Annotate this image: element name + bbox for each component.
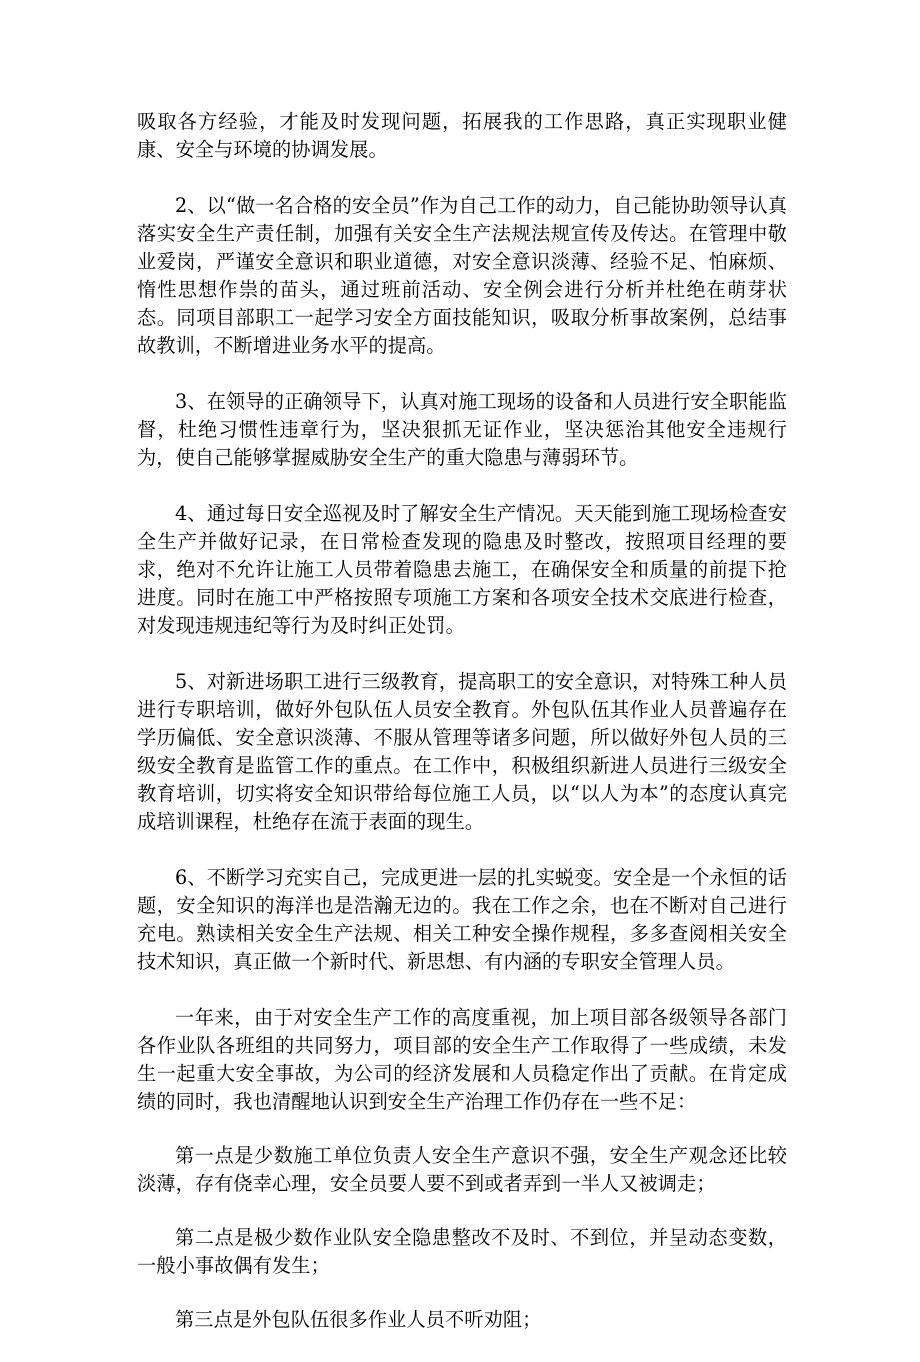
- paragraph-item-3: 3、在领导的正确领导下，认真对施工现场的设备和人员进行安全职能监督，杜绝习惯性违章行为，坚决狠抓无证作业，坚决惩治其他安全违规行为，使自己能够掌握威胁安全生产的重大隐患与薄弱环节。: [137, 390, 787, 469]
- paragraph-shortcoming-3: 第三点是外包队伍很多作业人员不听劝阻；: [175, 1308, 542, 1331]
- paragraph-shortcoming-1: 第一点是少数施工单位负责人安全生产意识不强，安全生产观念还比较淡薄，存有侥幸心理，安全员要人要不到或者弄到一半人又被调走；: [137, 1144, 787, 1195]
- paragraph-continuation: 吸取各方经验，才能及时发现问题，拓展我的工作思路，真正实现职业健康、安全与环境的协调发展。: [137, 110, 787, 161]
- paragraph-item-5: 5、对新进场职工进行三级教育，提高职工的安全意识，对特殊工种人员进行专职培训，做好外包队伍人员安全教育。外包队伍其作业人员普遍存在学历偏低、安全意识淡薄、不服从管理等诸多问题，所以做好外包人员的三级安全教育是监管工作的重点。在工作中，积极组织新进人员进行三级安全教育培训，切实将安全知识带给每位施工人员，以“以人为本”的态度认真完成培训课程，杜绝存在流于表面的现生。: [137, 670, 787, 833]
- paragraph-summary: 一年来，由于对安全生产工作的高度重视，加上项目部各级领导各部门各作业队各班组的共同努力，项目部的安全生产工作取得了一些成绩，未发生一起重大安全事故，为公司的经济发展和人员稳定作出了贡献。在肯定成绩的同时，我也清醒地认识到安全生产治理工作仍存在一些不足：: [137, 1006, 787, 1113]
- paragraph-item-6: 6、不断学习充实自己，完成更进一层的扎实蜕变。安全是一个永恒的话题，安全知识的海洋也是浩瀚无边的。我在工作之余，也在不断对自己进行充电。熟读相关安全生产法规、相关工种安全操作规程，多多查阅相关安全技术知识，真正做一个新时代、新思想、有内涵的专职安全管理人员。: [137, 866, 787, 973]
- document-body: [137, 108, 787, 1362]
- paragraph-item-4: 4、通过每日安全巡视及时了解安全生产情况。天天能到施工现场检查安全生产并做好记录，在日常检查发现的隐患及时整改，按照项目经理的要求，绝对不允许让施工人员带着隐患去施工，在确保安全和质量的前提下抢进度。同时在施工中严格按照专项施工方案和各项安全技术交底进行检查，对发现违规违纪等行为及时纠正处罚。: [137, 502, 787, 637]
- paragraph-item-2: 2、以“做一名合格的安全员”作为自己工作的动力，自己能协助领导认真落实安全生产责任制，加强有关安全生产法规法规宣传及传达。在管理中敬业爱岗，严谨安全意识和职业道德，对安全意识淡薄、经验不足、怕麻烦、惰性思想作祟的苗头，通过班前活动、安全例会进行分析并杜绝在萌芽状态。同项目部职工一起学习安全方面技能知识，吸取分析事故案例，总结事故教训，不断增进业务水平的提高。: [137, 194, 787, 357]
- paragraph-shortcoming-2: 第二点是极少数作业队安全隐患整改不及时、不到位，并呈动态变数，一般小事故偶有发生；: [137, 1226, 787, 1277]
